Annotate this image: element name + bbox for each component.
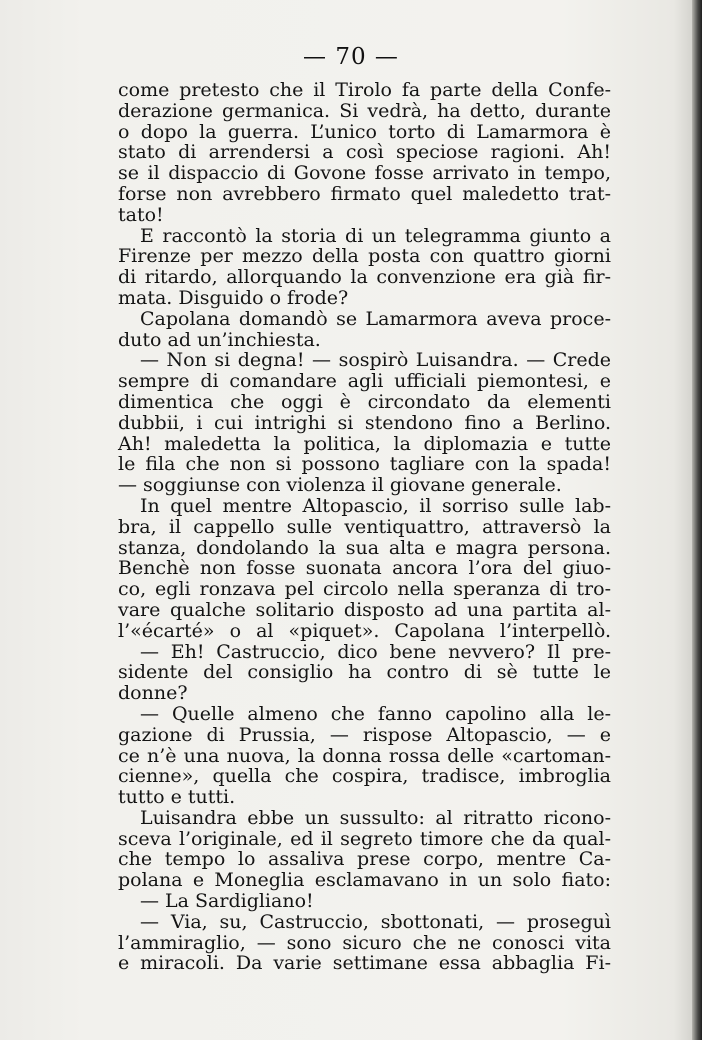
text-line: Capolana domandò se Lamarmora aveva proce- (140, 307, 611, 330)
text-line: Benchè non fosse suonata ancora l’ora del giuo- (118, 557, 611, 580)
text-line: dimentica che oggi è circondato da elementi (118, 390, 611, 413)
text-line: l’ammiraglio, — sono sicuro che ne conosci vita (118, 931, 611, 954)
text-line: bra, il cappello sulle ventiquattro, attraversò la (118, 515, 611, 538)
page-number: — 70 — (303, 44, 399, 70)
text-line: co, egli ronzava pel circolo nella speranza di tro- (118, 578, 611, 601)
text-line: — Via, su, Castruccio, sbottonati, — proseguì (140, 910, 611, 933)
text-line: tutto e tutti. (118, 786, 236, 809)
text-line: sceva l’originale, ed il segreto timore che da qual- (118, 827, 611, 850)
text-line: tato! (118, 203, 164, 226)
text-line: Luisandra ebbe un sussulto: al ritratto ricono- (140, 806, 611, 829)
text-line: l’«écarté» o al «piquet». Capolana l’interpellò. (118, 619, 611, 642)
body-text (118, 80, 611, 974)
text-line: Firenze per mezzo della posta con quattro giorni (118, 245, 611, 268)
text-line: forse non avrebbero firmato quel maledetto trat- (118, 182, 611, 205)
text-line: — La Sardigliano! (140, 890, 314, 913)
text-line: vare qualche solitario disposto ad una partita al- (118, 598, 611, 621)
text-line: o dopo la guerra. L’unico torto di Lamarmora è (118, 120, 611, 143)
text-line: stato di arrendersi a così speciose ragioni. Ah! (118, 141, 611, 164)
text-line: se il dispaccio di Govone fosse arrivato in tempo, (118, 162, 611, 185)
text-line: dubbii, i cui intrighi si stendono fino a Berlino. (118, 411, 611, 434)
page-edge-shadow (692, 0, 702, 1040)
text-line: di ritardo, allorquando la convenzione era già fir- (118, 266, 611, 289)
text-line: duto ad un’inchiesta. (118, 328, 321, 351)
text-line: cienne», quella che cospira, tradisce, imbroglia (118, 765, 611, 788)
text-line: — Eh! Castruccio, dico bene nevvero? Il pre- (140, 640, 611, 663)
text-line: derazione germanica. Si vedrà, ha detto, durante (118, 99, 611, 122)
text-line: e miracoli. Da varie settimane essa abbaglia Fi- (118, 952, 611, 975)
text-line: le fila che non si possono tagliare con la spada! (118, 453, 611, 476)
text-line: gazione di Prussia, — rispose Altopascio, — e (118, 723, 611, 746)
text-line: che tempo lo assaliva prese corpo, mentre Ca- (118, 848, 611, 871)
text-line: sidente del consiglio ha contro di sè tutte le (118, 661, 611, 684)
text-line: — Quelle almeno che fanno capolino alla le- (140, 702, 611, 725)
text-line: sempre di comandare agli ufficiali piemontesi, e (118, 370, 611, 393)
text-line: E raccontò la storia di un telegramma giunto a (140, 224, 611, 247)
text-line: Ah! maledetta la politica, la diplomazia e tutte (118, 432, 611, 455)
text-line: donne? (118, 682, 188, 705)
text-line: come pretesto che il Tirolo fa parte della Confe- (118, 79, 611, 101)
text-line: In quel mentre Altopascio, il sorriso sulle lab- (140, 494, 611, 517)
text-line: — Non si degna! — sospirò Luisandra. — Crede (140, 349, 611, 372)
text-line: ce n’è una nuova, la donna rossa delle «cartoman- (118, 744, 611, 767)
text-line: stanza, dondolando la sua alta e magra persona. (118, 536, 611, 559)
text-line: mata. Disguido o frode? (118, 286, 349, 309)
text-line: polana e Moneglia esclamavano in un solo fiato: (118, 869, 611, 892)
text-line: — soggiunse con violenza il giovane generale. (118, 474, 562, 497)
